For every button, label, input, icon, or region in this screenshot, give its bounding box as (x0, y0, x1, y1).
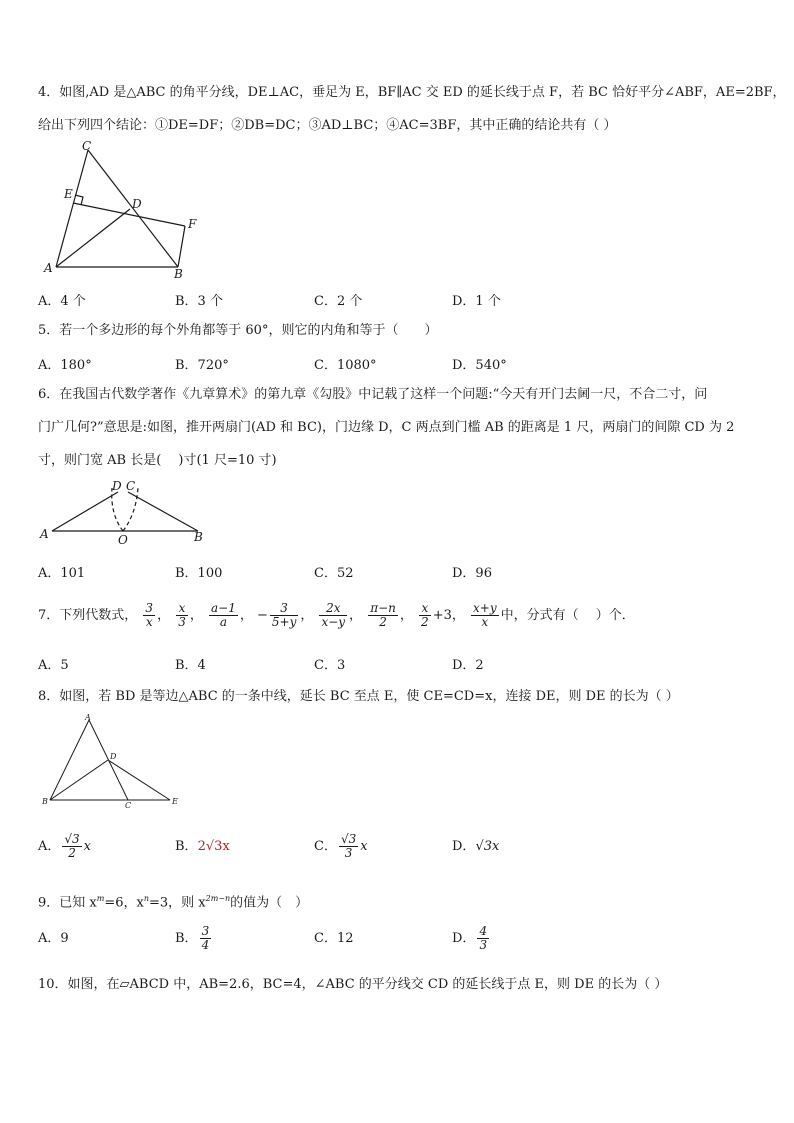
q10-line-1: 10．如图，在▱ABCD 中，AB=2.6，BC=4，∠ABC 的平分线交 CD 的延长线于点 E，则 DE 的长为（ ） (38, 977, 668, 992)
q5-option-b[interactable]: B．720° (175, 358, 229, 373)
q4-option-b[interactable]: B．3 个 (175, 294, 223, 309)
q6-door-ad (52, 492, 118, 531)
q8-label-e: E (172, 797, 178, 806)
q6-line-2: 门广几何?”意思是:如图，推开两扇门(AD 和 BC)，门边缘 D，C 两点到门槛 AB 的距离是 1 尺，两扇门的间隙 CD 为 2 (38, 420, 735, 435)
q9-line-1: 9．已知 $x^m=6$，$x^n=3$，则 $x^{2m-n}$的值为（ ） (38, 894, 309, 911)
q6-line-1: 6．在我国古代数学著作《九章算术》的第九章《勾股》中记载了这样一个问题:“今天有开门去阃一尺，不合二寸，问 (38, 387, 708, 402)
q7-option-b[interactable]: B．4 (175, 658, 206, 673)
q9-option-c[interactable]: C．12 (314, 931, 354, 946)
q8-segment-bd (50, 760, 108, 800)
q4-label-f: F (188, 217, 197, 231)
q6-label-c: C (126, 479, 136, 493)
q6-label-o: O (118, 533, 128, 547)
question-9 (38, 882, 758, 919)
q4-label-b: B (174, 267, 183, 280)
q7-frac-4: $\frac{3}{5+y}$ (271, 600, 297, 629)
q7-frac-3: $\frac{a-1}{a}$ (210, 600, 236, 629)
q5-option-c[interactable]: C．1080° (314, 358, 377, 373)
q6-options (38, 562, 758, 588)
q6-label-a: A (40, 527, 49, 541)
q7-prefix: 7．下列代数式， (38, 608, 138, 623)
question-7 (38, 596, 758, 636)
q6-option-b[interactable]: B．100 (175, 566, 223, 581)
q4-option-c[interactable]: C．2 个 (314, 294, 363, 309)
q6-line-3: 寸，则门宽 AB 长是( )寸(1 尺=10 寸) (38, 453, 277, 468)
q8-figure (38, 712, 188, 808)
q7-frac-8: $\frac{x+y}{x}$ (473, 600, 497, 629)
q5-option-d[interactable]: D．540° (452, 358, 507, 373)
q7-frac-5: $\frac{2x}{x-y}$ (321, 600, 346, 629)
q8-options (38, 828, 758, 866)
q9-option-a[interactable]: A．9 (38, 931, 69, 946)
q4-options (38, 290, 758, 316)
q8-label-d: D (110, 752, 117, 761)
q4-segment-ac (56, 150, 88, 267)
q6-figure (38, 478, 218, 548)
q4-option-a[interactable]: A．4 个 (38, 294, 86, 309)
q6-door-bc (128, 492, 198, 531)
q8-line-1: 8．如图，若 BD 是等边△ABC 的一条中线，延长 BC 至点 E，使 CE=CD=x，连接 DE，则 DE 的长为（ ） (38, 689, 679, 704)
q7-line-1: 7．下列代数式， $\frac{3}{x}$ ， $\frac{x}{3}$ ， $\frac{a-1}{a}$ ， − $\frac{3}{5+y}$ ， $\frac{2x}{x-y}$ ， $\frac{\pi-n}{2}$ ， $\frac{x}{2}$ +3， $\frac{x+y}{x}$ 中，分式有（ ）个． (38, 600, 635, 629)
q9-options (38, 920, 758, 958)
q7-options (38, 654, 758, 680)
q4-label-d: D (132, 197, 142, 211)
q7-frac-2: $\frac{x}{3}$ (178, 600, 186, 629)
q6-option-a[interactable]: A．101 (38, 566, 86, 581)
question-5 (38, 314, 758, 347)
q7-suffix: 中，分式有（ ）个． (500, 608, 635, 623)
q4-figure (38, 140, 208, 280)
q8-option-b[interactable]: B．2√3x (175, 839, 230, 854)
q4-line-2: 给出下列四个结论：①DE=DF；②DB=DC；③AD⊥BC；④AC=3BF，其中正确的结论共有（ ） (38, 118, 617, 133)
q4-label-c: C (82, 140, 92, 153)
q4-segment-ad (56, 209, 130, 267)
q8-label-b: B (42, 797, 48, 806)
q7-frac-4-sign: − (256, 608, 268, 623)
question-8 (38, 680, 758, 713)
q5-option-a[interactable]: A．180° (38, 358, 92, 373)
q8-option-c[interactable]: C． $\frac{√3}{3}$ x (314, 831, 368, 860)
q7-option-c[interactable]: C．3 (314, 658, 346, 673)
question-4 (38, 76, 786, 142)
q9-option-d[interactable]: D． $\frac{4}{3}$ (452, 923, 488, 952)
q7-option-d[interactable]: D．2 (452, 658, 484, 673)
q8-option-d[interactable]: D．√3x (452, 839, 500, 854)
q7-frac-7-tail: +3 (432, 608, 452, 623)
q4-label-a: A (44, 261, 53, 275)
q8-segment-ab (50, 720, 89, 800)
q8-option-a[interactable]: A． $\frac{√3}{2}$ x (38, 831, 92, 860)
q7-frac-1: $\frac{3}{x}$ (145, 600, 154, 629)
q7-frac-7: $\frac{x}{2}$ (421, 600, 429, 629)
q7-frac-6: $\frac{\pi-n}{2}$ (370, 600, 396, 629)
q8-label-c: C (125, 801, 132, 808)
q4-option-d[interactable]: D．1 个 (452, 294, 501, 309)
q9-option-b[interactable]: B． $\frac{3}{4}$ (175, 923, 210, 952)
q8-segment-de (108, 760, 170, 800)
q6-label-b: B (194, 530, 203, 544)
question-6 (38, 378, 758, 477)
q4-label-e: E (64, 187, 73, 201)
q5-options (38, 354, 758, 380)
q8-label-a: A (85, 713, 91, 722)
q7-option-a[interactable]: A．5 (38, 658, 69, 673)
q6-option-d[interactable]: D．96 (452, 566, 492, 581)
q5-line-1: 5．若一个多边形的每个外角都等于 60°，则它的内角和等于（ ） (38, 323, 438, 338)
q4-segment-ef (73, 203, 185, 226)
question-10 (38, 968, 758, 1001)
q6-arc-right (123, 488, 138, 531)
q6-label-d: D (112, 479, 122, 493)
q4-segment-bf (178, 226, 185, 267)
q6-option-c[interactable]: C．52 (314, 566, 354, 581)
q4-line-1: 4．如图,AD 是△ABC 的角平分线，DE⊥AC，垂足为 E，BF∥AC 交 ED 的延长线于点 F，若 BC 恰好平分∠ABF，AE=2BF， (38, 85, 786, 100)
